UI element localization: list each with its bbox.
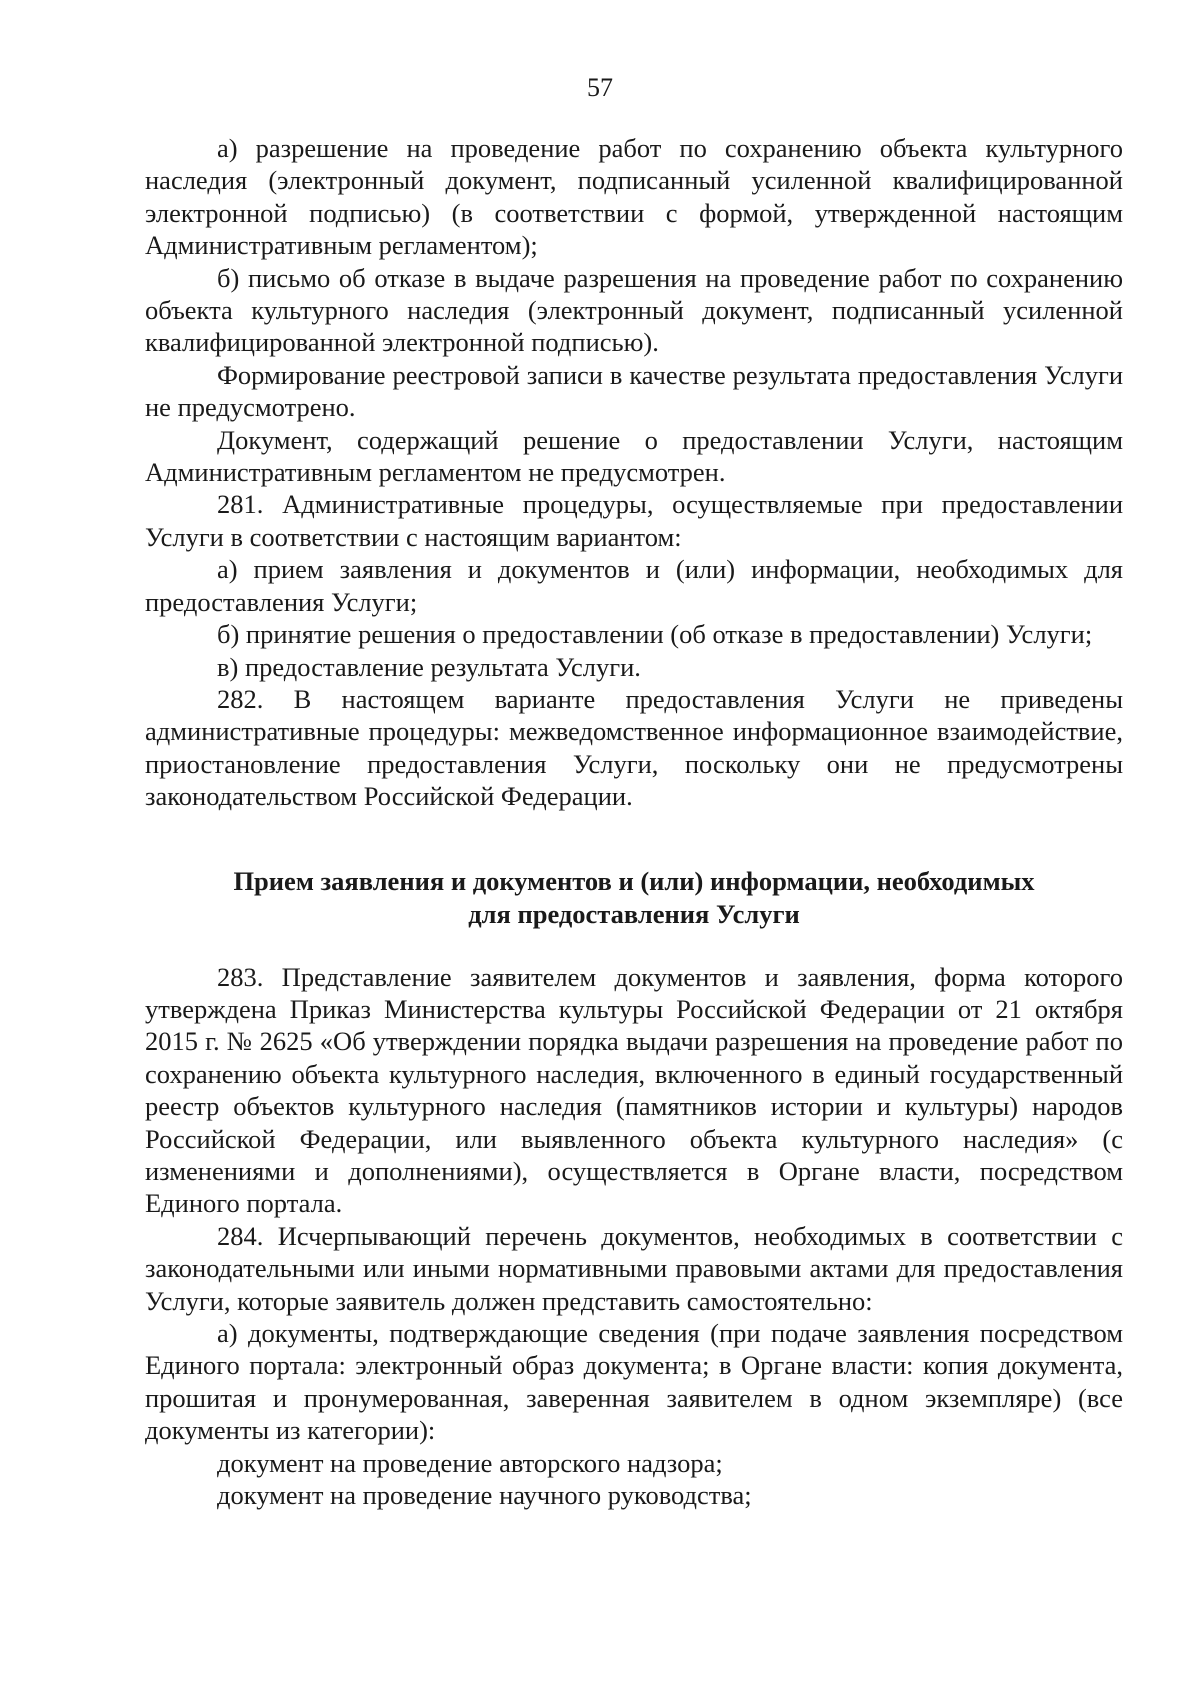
paragraph-procedure-c: в) предоставление результата Услуги. (217, 651, 641, 682)
paragraph-result-permit: а) разрешение на проведение работ по сохранению объекта культурного наследия (электронный документ, подписанный усиленной квалифицированной электронной подписью) (в соответствии с формой, утвержденной настоящим Административным регламентом); (145, 133, 1123, 261)
section-heading-line-2: для предоставления Услуги (468, 898, 800, 929)
paragraph-documents-a: а) документы, подтверждающие сведения (при подаче заявления посредством Единого портала: электронный образ документа; в Органе власти: копия документа, прошитая и пронумерованная, заверенная заявителем в одном экземпляре) (все документы из категории): (145, 1318, 1123, 1446)
paragraph-283: 283. Представление заявителем документов и заявления, форма которого утверждена Приказ Министерства культуры Российской Федерации от 21 октября 2015 г. № 2625 «Об утверждении порядка выдачи разрешения на проведение работ по сохранению объекта культурного наследия, включенного в единый государственный реестр объектов культурного наследия (памятников истории и культуры) народов Российской Федерации, или выявленного объекта культурного наследия» (с изменениями и дополнениями), осуществляется в Органе власти, посредством Единого портала. (145, 961, 1123, 1219)
paragraph-procedure-b: б) принятие решения о предоставлении (об отказе в предоставлении) Услуги; (217, 619, 1093, 650)
section-heading (145, 865, 1123, 931)
paragraph-284: 284. Исчерпывающий перечень документов, необходимых в соответствии с законодательными или иными нормативными правовыми актами для предоставления Услуги, которые заявитель должен представить самостоятельно: (145, 1220, 1123, 1316)
paragraph-decision-document: Документ, содержащий решение о предоставлении Услуги, настоящим Административным регламентом не предусмотрен. (145, 424, 1123, 488)
paragraph-result-refusal: б) письмо об отказе в выдаче разрешения на проведение работ по сохранению объекта культурного наследия (электронный документ, подписанный усиленной квалифицированной электронной подписью). (145, 262, 1123, 358)
section-heading-line-1: Прием заявления и документов и (или) информации, необходимых (233, 865, 1035, 896)
page-number: 57 (587, 73, 613, 102)
paragraph-scientific-guidance: документ на проведение научного руководства; (217, 1480, 752, 1511)
paragraph-281: 281. Административные процедуры, осуществляемые при предоставлении Услуги в соответствии с настоящим вариантом: (145, 489, 1123, 552)
paragraph-registry-record: Формирование реестровой записи в качестве результата предоставления Услуги не предусмотрено. (145, 359, 1123, 423)
paragraph-author-supervision: документ на проведение авторского надзора; (217, 1447, 723, 1478)
document-body (145, 132, 1123, 1511)
paragraph-282: 282. В настоящем варианте предоставления Услуги не приведены административные процедуры: межведомственное информационное взаимодействие, приостановление предоставления Услуги, поскольку они не предусмотрены законодательством Российской Федерации. (145, 683, 1123, 812)
paragraph-procedure-a: а) прием заявления и документов и (или) информации, необходимых для предоставления Услуги; (145, 554, 1123, 617)
